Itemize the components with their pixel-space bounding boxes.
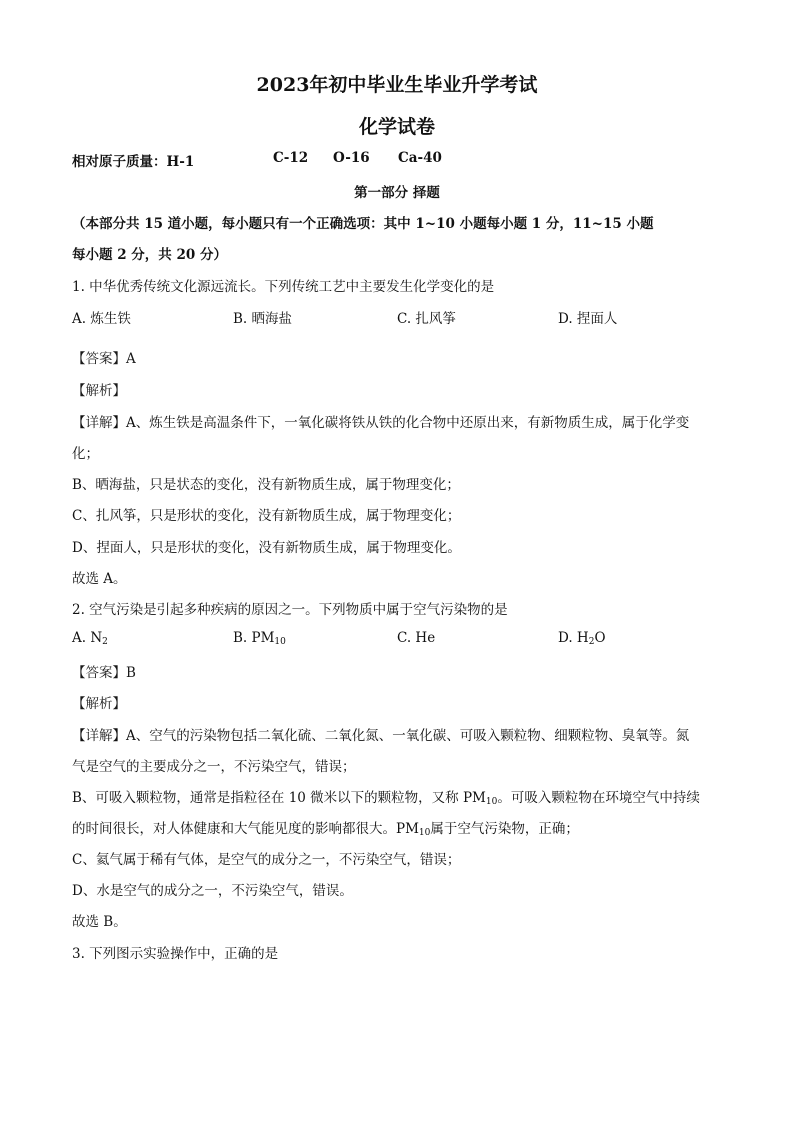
question-2-detail-b-2sub: 10: [418, 828, 431, 838]
question-2-detail-b-2a: 的时间很长，对人体健康和大气能见度的影响都很大。PM: [72, 821, 419, 837]
question-1-conclusion: 故选 A。: [72, 571, 127, 587]
question-1-detail-c: C、扎风筝，只是形状的变化，没有新物质生成，属于物理变化；: [72, 508, 461, 524]
question-2-detail-b-1a: B、可吸入颗粒物，通常是指粒径在 10 微米以下的颗粒物，又称 PM: [72, 790, 486, 806]
question-1-option-b: B. 晒海盐: [233, 311, 293, 327]
question-2-stem: 2. 空气污染是引起多种疾病的原因之一。下列物质中属于空气污染物的是: [72, 602, 508, 618]
atomic-mass-line: [72, 150, 194, 170]
exam-subtitle: 化学试卷: [358, 116, 435, 138]
question-2-option-d-tail: O: [594, 630, 606, 646]
question-2-option-a: [72, 630, 108, 646]
question-2-detail-c: C、氦气属于稀有气体，是空气的成分之一，不污染空气，错误；: [72, 852, 461, 868]
question-2-analysis-label: 【解析】: [72, 696, 126, 712]
question-2-detail-b-1b: 。可吸入颗粒物在环境空气中持续: [497, 790, 700, 806]
question-2-detail-b-1sub: 10: [485, 797, 498, 807]
question-1-detail-d: D、捏面人，只是形状的变化，没有新物质生成，属于物理变化。: [72, 540, 461, 556]
atomic-mass-c: C-12: [273, 150, 309, 166]
question-1-option-c: C. 扎风筝: [397, 311, 456, 327]
question-2-option-a-sub: 2: [102, 637, 108, 647]
question-1-option-d: D. 捏面人: [558, 311, 618, 327]
atomic-mass-o: O-16: [333, 150, 370, 166]
exam-title: 2023年初中毕业生毕业升学考试: [256, 74, 538, 96]
question-2-detail-b-2b: 属于空气污染物，正确；: [430, 821, 579, 837]
question-1-analysis-label: 【解析】: [72, 383, 126, 399]
question-2-detail-b-1: [72, 786, 700, 806]
question-2-option-b: [233, 630, 286, 646]
question-2-detail-1: 【详解】A、空气的污染物包括二氧化硫、二氧化氮、一氧化碳、可吸入颗粒物、细颗粒物、臭氧等。氮: [72, 728, 690, 744]
question-2-option-d: [558, 630, 606, 646]
atomic-mass-ca: Ca-40: [398, 150, 442, 166]
question-3-stem: 3. 下列图示实验操作中，正确的是: [72, 946, 279, 962]
question-1-answer: 【答案】A: [72, 351, 136, 367]
question-2-option-a-text: A. N: [72, 630, 103, 646]
question-2-answer: 【答案】B: [72, 665, 136, 681]
question-2-option-b-sub: 10: [274, 637, 286, 647]
question-1-detail-1: 【详解】A、炼生铁是高温条件下，一氧化碳将铁从铁的化合物中还原出来，有新物质生成，属于化学变: [72, 415, 690, 431]
question-1-detail-b: B、晒海盐，只是状态的变化，没有新物质生成，属于物理变化；: [72, 477, 460, 493]
question-2-option-b-text: B. PM: [233, 630, 275, 646]
question-2-detail-d: D、水是空气的成分之一，不污染空气，错误。: [72, 883, 353, 899]
question-2-detail-b-2: [72, 817, 579, 837]
question-1-option-a: A. 炼生铁: [72, 311, 131, 327]
question-2-option-d-text: D. H: [558, 630, 589, 646]
section-title: 第一部分 择题: [354, 185, 440, 201]
section-instruction-1: （本部分共 15 道小题，每小题只有一个正确选项：其中 1~10 小题每小题 1 分，11~15 小题: [72, 216, 654, 232]
question-1-detail-2: 化；: [72, 446, 99, 462]
question-2-conclusion: 故选 B。: [72, 914, 127, 930]
question-1-stem: 1. 中华优秀传统文化源远流长。下列传统工艺中主要发生化学变化的是: [72, 279, 495, 295]
question-2-option-d-sub: 2: [588, 637, 595, 647]
atomic-mass-label: 相对原子质量：H-1: [72, 154, 195, 170]
question-2-detail-2: 气是空气的主要成分之一，不污染空气，错误；: [72, 759, 356, 775]
section-instruction-2: 每小题 2 分，共 20 分）: [72, 247, 227, 263]
question-2-option-c: C. He: [397, 630, 436, 646]
